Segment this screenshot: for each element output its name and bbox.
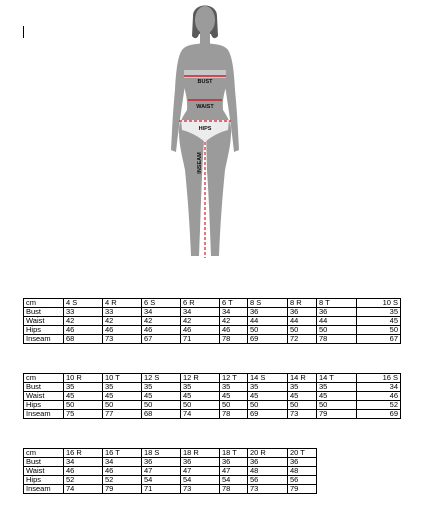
table-row <box>24 326 401 335</box>
table-header-row <box>24 449 317 458</box>
table-cell: 74 <box>181 410 220 419</box>
table-row <box>24 467 317 476</box>
size-table-1 <box>23 298 401 344</box>
table-cell: 50 <box>64 401 103 410</box>
row-label-cell: Hips <box>24 476 64 485</box>
table-cell: 12 T <box>220 374 248 383</box>
table-row <box>24 410 401 419</box>
table-cell: 50 <box>317 401 357 410</box>
table-cell: 50 <box>248 401 288 410</box>
row-label-cell: Waist <box>24 392 64 401</box>
table-cell: 16 S <box>357 374 401 383</box>
bust-label: BUST <box>197 79 213 85</box>
table-cell: 78 <box>220 485 248 494</box>
table-cell: 45 <box>142 392 181 401</box>
head-shape <box>195 6 215 34</box>
table-cell: 35 <box>142 383 181 392</box>
table-row <box>24 308 401 317</box>
table-cell: 42 <box>181 317 220 326</box>
table-row <box>24 383 401 392</box>
table-cell: 45 <box>64 392 103 401</box>
table-cell: 34 <box>220 308 248 317</box>
table-cell: 73 <box>248 485 288 494</box>
table-cell: 54 <box>181 476 220 485</box>
row-label-cell: cm <box>24 449 64 458</box>
table-row <box>24 476 317 485</box>
table-cell: 12 R <box>181 374 220 383</box>
table-cell: 36 <box>288 308 317 317</box>
table-cell: 33 <box>64 308 103 317</box>
table-cell: 45 <box>288 392 317 401</box>
table-cell: 75 <box>64 410 103 419</box>
table-cell: 46 <box>103 326 142 335</box>
table-cell: 50 <box>142 401 181 410</box>
table-cell: 18 T <box>220 449 248 458</box>
table-cell: 14 T <box>317 374 357 383</box>
bust-band <box>184 70 226 78</box>
table-cell: 44 <box>317 317 357 326</box>
table-cell: 73 <box>288 410 317 419</box>
table-cell: 69 <box>357 410 401 419</box>
table-cell: 45 <box>317 392 357 401</box>
table-cell: 48 <box>248 467 288 476</box>
table-cell: 46 <box>142 326 181 335</box>
row-label-cell: Inseam <box>24 485 64 494</box>
table-cell: 42 <box>103 317 142 326</box>
table-cell: 10 T <box>103 374 142 383</box>
table-cell: 46 <box>357 392 401 401</box>
table-cell: 35 <box>248 383 288 392</box>
table-cell: 52 <box>357 401 401 410</box>
table-cell: 16 T <box>103 449 142 458</box>
table-cell: 54 <box>142 476 181 485</box>
table-cell: 78 <box>220 335 248 344</box>
table-cell: 36 <box>288 458 317 467</box>
table-cell: 48 <box>288 467 317 476</box>
table-cell: 68 <box>142 410 181 419</box>
table-cell: 18 S <box>142 449 181 458</box>
table-cell: 50 <box>103 401 142 410</box>
table-cell: 50 <box>288 401 317 410</box>
table-cell: 79 <box>103 485 142 494</box>
table-cell: 56 <box>248 476 288 485</box>
table-cell: 8 R <box>288 299 317 308</box>
table-cell: 71 <box>142 485 181 494</box>
table-cell: 33 <box>103 308 142 317</box>
table-cell: 45 <box>248 392 288 401</box>
table-cell: 44 <box>288 317 317 326</box>
table-row <box>24 317 401 326</box>
table-cell: 35 <box>181 383 220 392</box>
table-cell: 68 <box>64 335 103 344</box>
table-cell: 14 R <box>288 374 317 383</box>
row-label-cell: Bust <box>24 308 64 317</box>
inseam-label: INSEAM <box>197 152 203 174</box>
table-cell: 36 <box>220 458 248 467</box>
table-cell: 12 S <box>142 374 181 383</box>
hips-label: HIPS <box>198 126 212 132</box>
table-cell: 35 <box>288 383 317 392</box>
table-cell: 45 <box>103 392 142 401</box>
table-cell: 36 <box>317 308 357 317</box>
table-cell: 67 <box>142 335 181 344</box>
table-cell: 56 <box>288 476 317 485</box>
table-cell: 45 <box>181 392 220 401</box>
table-row <box>24 458 317 467</box>
table-cell: 6 R <box>181 299 220 308</box>
table-cell: 20 T <box>288 449 317 458</box>
row-label-cell: Waist <box>24 317 64 326</box>
table-cell: 35 <box>220 383 248 392</box>
table-cell: 45 <box>357 317 401 326</box>
table-cell: 47 <box>142 467 181 476</box>
table-row <box>24 485 317 494</box>
table-cell: 71 <box>181 335 220 344</box>
table-cell: 36 <box>248 458 288 467</box>
table-cell: 10 S <box>357 299 401 308</box>
table-cell: 46 <box>64 326 103 335</box>
table-cell: 73 <box>181 485 220 494</box>
table-cell: 34 <box>181 308 220 317</box>
table-cell: 46 <box>103 467 142 476</box>
row-label-cell: Inseam <box>24 335 64 344</box>
table-cell: 77 <box>103 410 142 419</box>
table-cell: 79 <box>288 485 317 494</box>
table-cell: 78 <box>220 410 248 419</box>
table-cell: 42 <box>142 317 181 326</box>
right-leg-shape <box>206 132 231 256</box>
table-header-row <box>24 374 401 383</box>
table-cell: 50 <box>288 326 317 335</box>
table-cell: 35 <box>357 308 401 317</box>
table-cell: 4 R <box>103 299 142 308</box>
table-row <box>24 335 401 344</box>
table-cell: 73 <box>103 335 142 344</box>
table-cell: 79 <box>317 410 357 419</box>
table-cell: 47 <box>220 467 248 476</box>
table-cell: 10 R <box>64 374 103 383</box>
table-cell: 46 <box>220 326 248 335</box>
row-label-cell: Waist <box>24 467 64 476</box>
table-cell: 54 <box>220 476 248 485</box>
table-cell: 34 <box>64 458 103 467</box>
row-label-cell: cm <box>24 299 64 308</box>
table-cell: 36 <box>181 458 220 467</box>
table-cell: 67 <box>357 335 401 344</box>
table-cell: 36 <box>142 458 181 467</box>
table-cell: 52 <box>64 476 103 485</box>
table-cell: 46 <box>64 467 103 476</box>
left-leg-shape <box>179 132 204 256</box>
table-cell: 72 <box>288 335 317 344</box>
neck-shape <box>200 32 210 44</box>
table-cell: 50 <box>357 326 401 335</box>
table-cell: 46 <box>181 326 220 335</box>
table-cell: 20 R <box>248 449 288 458</box>
table-row <box>24 392 401 401</box>
table-header-row <box>24 299 401 308</box>
size-table-2 <box>23 373 401 419</box>
row-label-cell: Hips <box>24 401 64 410</box>
table-cell: 35 <box>103 383 142 392</box>
table-cell: 14 S <box>248 374 288 383</box>
waist-label: WAIST <box>196 104 214 110</box>
table-cell: 42 <box>64 317 103 326</box>
table-cell: 74 <box>64 485 103 494</box>
table-cell: 47 <box>181 467 220 476</box>
table-cell: 69 <box>248 335 288 344</box>
table-cell: 50 <box>181 401 220 410</box>
table-cell: 18 R <box>181 449 220 458</box>
table-cell: 42 <box>220 317 248 326</box>
table-cell: 35 <box>64 383 103 392</box>
table-cell: 36 <box>248 308 288 317</box>
row-label-cell: cm <box>24 374 64 383</box>
table-cell: 8 T <box>317 299 357 308</box>
table-cell: 34 <box>357 383 401 392</box>
text-cursor <box>23 26 24 38</box>
table-cell: 52 <box>103 476 142 485</box>
table-cell: 45 <box>220 392 248 401</box>
table-row <box>24 401 401 410</box>
row-label-cell: Inseam <box>24 410 64 419</box>
table-cell: 4 S <box>64 299 103 308</box>
table-cell: 35 <box>317 383 357 392</box>
size-table-3 <box>23 448 317 494</box>
row-label-cell: Hips <box>24 326 64 335</box>
table-cell: 78 <box>317 335 357 344</box>
table-cell: 69 <box>248 410 288 419</box>
table-cell: 16 R <box>64 449 103 458</box>
table-cell: 6 T <box>220 299 248 308</box>
table-cell: 8 S <box>248 299 288 308</box>
table-cell: 34 <box>142 308 181 317</box>
table-cell: 50 <box>220 401 248 410</box>
table-cell: 44 <box>248 317 288 326</box>
table-cell: 34 <box>103 458 142 467</box>
table-cell: 50 <box>317 326 357 335</box>
table-cell: 6 S <box>142 299 181 308</box>
table-cell: 50 <box>248 326 288 335</box>
row-label-cell: Bust <box>24 458 64 467</box>
body-measurement-figure <box>160 0 250 262</box>
row-label-cell: Bust <box>24 383 64 392</box>
